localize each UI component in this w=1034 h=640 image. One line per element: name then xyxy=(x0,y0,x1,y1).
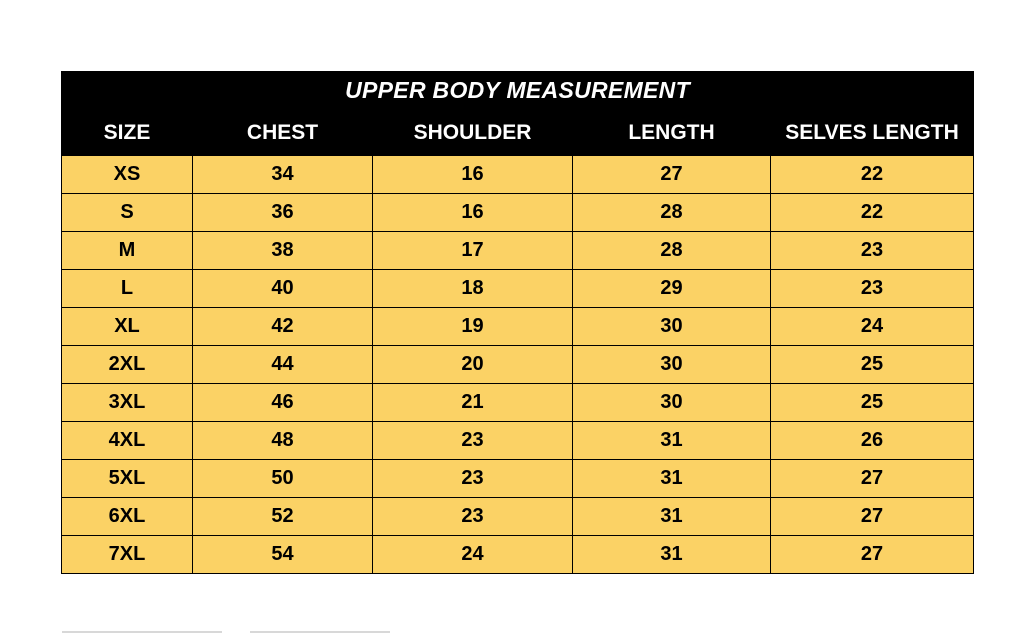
cell-selves-length: 22 xyxy=(771,156,974,194)
cell-selves-length: 27 xyxy=(771,498,974,536)
cell-length: 30 xyxy=(573,308,771,346)
table-row xyxy=(62,422,974,460)
artifact-line-right xyxy=(250,631,390,633)
cell-shoulder: 23 xyxy=(373,422,573,460)
cell-length: 31 xyxy=(573,422,771,460)
column-header-chest: CHEST xyxy=(193,114,373,156)
cell-size: 6XL xyxy=(62,498,193,536)
cell-selves-length: 27 xyxy=(771,536,974,574)
chart-title: UPPER BODY MEASUREMENT xyxy=(62,72,974,114)
cell-shoulder: 23 xyxy=(373,460,573,498)
cell-size: XS xyxy=(62,156,193,194)
cell-size: 4XL xyxy=(62,422,193,460)
cell-size: L xyxy=(62,270,193,308)
cell-shoulder: 19 xyxy=(373,308,573,346)
cell-shoulder: 17 xyxy=(373,232,573,270)
size-chart-container xyxy=(61,71,973,574)
size-chart-table xyxy=(61,71,974,574)
cell-chest: 40 xyxy=(193,270,373,308)
table-row xyxy=(62,498,974,536)
cell-shoulder: 21 xyxy=(373,384,573,422)
chart-title-row xyxy=(62,72,974,114)
cell-shoulder: 16 xyxy=(373,194,573,232)
cell-selves-length: 24 xyxy=(771,308,974,346)
cell-size: S xyxy=(62,194,193,232)
cell-chest: 42 xyxy=(193,308,373,346)
cell-length: 29 xyxy=(573,270,771,308)
cell-shoulder: 23 xyxy=(373,498,573,536)
page-bottom-artifact xyxy=(0,628,1034,640)
cell-size: 2XL xyxy=(62,346,193,384)
column-header-size: SIZE xyxy=(62,114,193,156)
cell-chest: 36 xyxy=(193,194,373,232)
cell-chest: 52 xyxy=(193,498,373,536)
table-row xyxy=(62,384,974,422)
cell-length: 31 xyxy=(573,498,771,536)
cell-size: XL xyxy=(62,308,193,346)
column-header-shoulder: SHOULDER xyxy=(373,114,573,156)
table-row xyxy=(62,194,974,232)
cell-selves-length: 23 xyxy=(771,270,974,308)
cell-shoulder: 16 xyxy=(373,156,573,194)
table-row xyxy=(62,536,974,574)
cell-chest: 54 xyxy=(193,536,373,574)
cell-size: 3XL xyxy=(62,384,193,422)
table-row xyxy=(62,460,974,498)
artifact-line-left xyxy=(62,631,222,633)
cell-length: 30 xyxy=(573,346,771,384)
cell-length: 28 xyxy=(573,194,771,232)
cell-size: 5XL xyxy=(62,460,193,498)
cell-selves-length: 26 xyxy=(771,422,974,460)
cell-shoulder: 24 xyxy=(373,536,573,574)
cell-selves-length: 23 xyxy=(771,232,974,270)
cell-size: 7XL xyxy=(62,536,193,574)
cell-chest: 46 xyxy=(193,384,373,422)
cell-chest: 50 xyxy=(193,460,373,498)
cell-length: 30 xyxy=(573,384,771,422)
cell-shoulder: 18 xyxy=(373,270,573,308)
table-row xyxy=(62,346,974,384)
cell-selves-length: 25 xyxy=(771,384,974,422)
cell-chest: 48 xyxy=(193,422,373,460)
cell-size: M xyxy=(62,232,193,270)
cell-chest: 38 xyxy=(193,232,373,270)
column-header-length: LENGTH xyxy=(573,114,771,156)
cell-chest: 34 xyxy=(193,156,373,194)
table-row xyxy=(62,156,974,194)
cell-selves-length: 27 xyxy=(771,460,974,498)
cell-selves-length: 22 xyxy=(771,194,974,232)
table-row xyxy=(62,308,974,346)
chart-body xyxy=(62,156,974,574)
cell-length: 31 xyxy=(573,536,771,574)
cell-selves-length: 25 xyxy=(771,346,974,384)
table-row xyxy=(62,232,974,270)
table-row xyxy=(62,270,974,308)
cell-length: 28 xyxy=(573,232,771,270)
cell-length: 27 xyxy=(573,156,771,194)
cell-length: 31 xyxy=(573,460,771,498)
cell-chest: 44 xyxy=(193,346,373,384)
chart-header-row xyxy=(62,114,974,156)
column-header-selves-length: SELVES LENGTH xyxy=(771,114,974,156)
cell-shoulder: 20 xyxy=(373,346,573,384)
